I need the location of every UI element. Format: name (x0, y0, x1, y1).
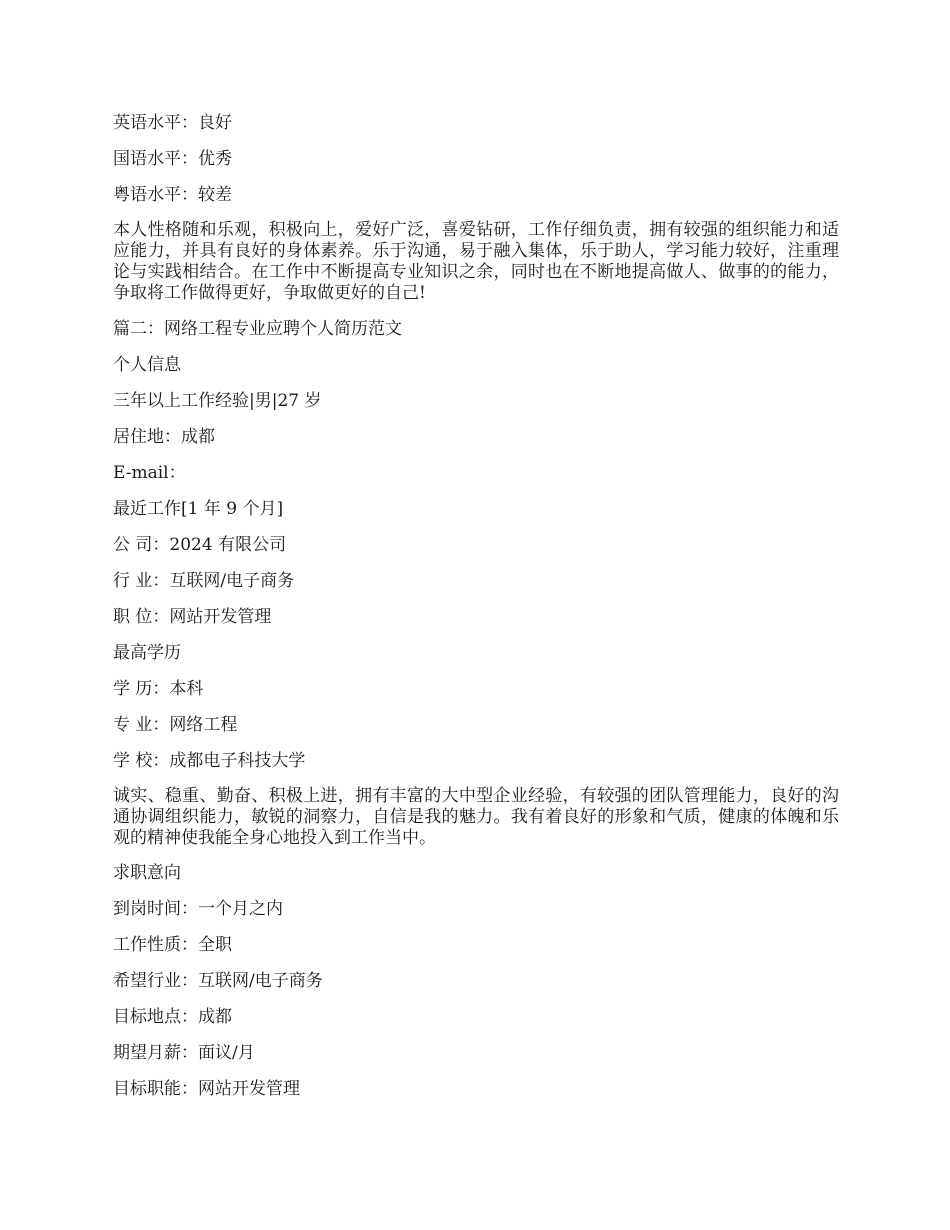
start-time-line: 到岗时间：一个月之内 (113, 899, 283, 919)
personal-qualities-paragraph: 诚实、稳重、勤奋、积极上进，拥有丰富的大中型企业经验，有较强的团队管理能力，良好的沟通协调组织能力，敏锐的洞察力，自信是我的魅力。我有着良好的形象和气质，健康的体魄和乐观的精神使我能全身心地投入到工作当中。 (113, 786, 839, 848)
degree-line: 学 历：本科 (113, 679, 204, 699)
job-type-line: 工作性质：全职 (113, 935, 232, 955)
expected-salary-line: 期望月薪：面议/月 (113, 1043, 255, 1063)
section-title-line: 篇二：网络工程专业应聘个人简历范文 (113, 319, 402, 339)
email-line: E-mail： (113, 463, 186, 483)
document-page (113, 108, 839, 1110)
target-location-line: 目标地点：成都 (113, 1007, 232, 1027)
english-level-line: 英语水平：良好 (113, 113, 232, 133)
school-line: 学 校：成都电子科技大学 (113, 751, 306, 771)
major-line: 专 业：网络工程 (113, 715, 238, 735)
personal-info-heading: 个人信息 (113, 355, 181, 375)
company-line: 公 司：2024 有限公司 (113, 535, 287, 555)
desired-industry-line: 希望行业：互联网/电子商务 (113, 971, 323, 991)
recent-work-line: 最近工作[1 年 9 个月] (113, 499, 284, 519)
self-evaluation-paragraph: 本人性格随和乐观，积极向上，爱好广泛，喜爱钻研，工作仔细负责，拥有较强的组织能力和适应能力，并具有良好的身体素养。乐于沟通，易于融入集体，乐于助人，学习能力较好，注重理论与实践相结合。在工作中不断提高专业知识之余，同时也在不断地提高做人、做事的的能力，争取将工作做得更好，争取做更好的自己! (113, 220, 839, 303)
education-heading: 最高学历 (113, 643, 181, 663)
position-line: 职 位：网站开发管理 (113, 607, 272, 627)
mandarin-level-line: 国语水平：优秀 (113, 149, 232, 169)
target-role-line: 目标职能：网站开发管理 (113, 1079, 300, 1099)
job-intention-heading: 求职意向 (113, 863, 181, 883)
cantonese-level-line: 粤语水平：较差 (113, 185, 232, 205)
residence-line: 居住地：成都 (113, 427, 215, 447)
industry-line: 行 业：互联网/电子商务 (113, 571, 295, 591)
experience-summary-line: 三年以上工作经验|男|27 岁 (113, 391, 322, 411)
